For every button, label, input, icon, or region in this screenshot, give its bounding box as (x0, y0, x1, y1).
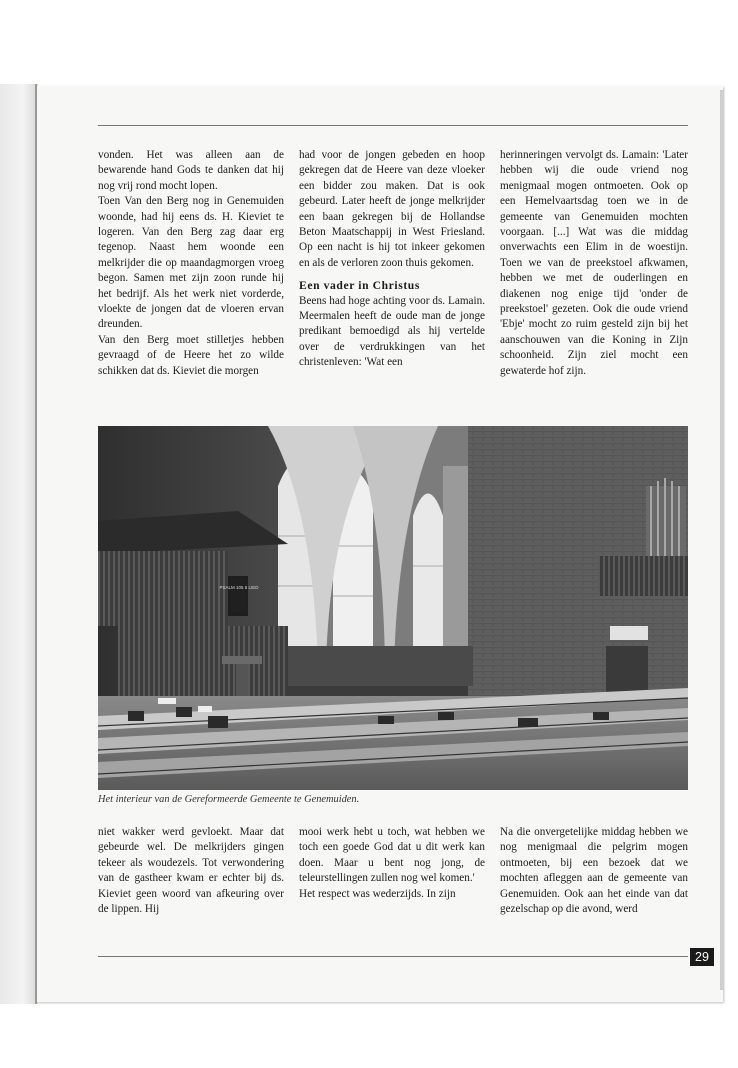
paragraph: Toen Van den Berg nog in Genemuiden woonde, had hij eens ds. H. Kieviet te logeren. Van den Berg zag daar erg tegenop. Naast hem woonde een melkrijder die op maandagmorgen vroeg begon. Samen met zijn zoon runde hij het bedrijf. Als het werk niet vorderde, vloekte de jongen dat de vloeren ervan dreunden. (98, 195, 284, 331)
text-column-bottom-2 (299, 825, 485, 925)
scan-margin (0, 84, 38, 1004)
paragraph: Beens had hoge achting voor ds. Lamain. Meermalen heeft de oude man de jonge predikant bemoedigd als hij vertelde over de verdrukkingen van het christenleven: 'Wat een (299, 294, 485, 369)
paragraph: niet wakker werd gevloekt. Maar dat gebeurde wel. De melkrijders gingen tekeer als woudezels. Tot verwondering van de gastheer kwam er echter bij ds. Kieviet geen woord van afkeuring over de lippen. Hij (98, 826, 284, 916)
top-rule (98, 125, 688, 126)
page-edge (720, 90, 724, 990)
church-interior-photo (98, 426, 688, 790)
paragraph: herinneringen vervolgt ds. Lamain: 'Later hebben wij die oude vriend nog menigmaal mogen ontmoeten. Ook op een Hemelvaartsdag toen we in de gemeente van Genemuiden mochten voorgaan. [...] Wat was die middag onverwachts een Elim in de woestijn. Toen we van de preekstoel afkwamen, hebben we met de ouderlingen en diakenen nog enige tijd 'onder de preekstoel' gezeten. Ook die oude vriend 'Ebje' mocht zo ruim gesteld zijn bij het aanschouwen van die Koning in Zijn schoonheid. Zijn ziel mocht een gewaterde hof zijn. (500, 149, 688, 377)
hymn-board-text: PSALM 105 8 LIED (219, 585, 259, 590)
paragraph: mooi werk hebt u toch, wat hebben we toch een goede God dat u dit werk kan doen. Maar u bent nog jong, de teleurstellingen zullen nog wel komen.' (299, 826, 485, 885)
page-number: 29 (690, 948, 714, 966)
bottom-rule (98, 956, 688, 957)
paragraph: Van den Berg moet stilletjes hebben gevraagd of de Heere het zo wilde schikken dat ds. Kieviet die morgen (98, 333, 284, 377)
section-heading: Een vader in Christus (299, 279, 420, 293)
paragraph: Het respect was wederzijds. In zijn (299, 887, 456, 900)
photo-caption: Het interieur van de Gereformeerde Gemeente te Genemuiden. (98, 794, 360, 805)
text-column-bottom-1 (98, 825, 284, 925)
paragraph: Na die onvergetelijke middag hebben we nog menigmaal die pelgrim mogen ontmoeten, bij een bezoek dat we mochten afleggen aan de gemeente van Genemuiden. Ook aan het einde van dat gezelschap op die avond, werd (500, 826, 688, 916)
paragraph: had voor de jongen gebeden en hoop gekregen dat de Heere van deze vloeker een bidder zou maken. Dat is ook gebeurd. Later heeft de jonge melkrijder een baan gekregen bij de Hollandse Beton Maatschappij in West Friesland. Op een nacht is hij tot inkeer gekomen en als de verloren zoon thuis gekomen. (299, 149, 485, 269)
paragraph: vonden. Het was alleen aan de bewarende hand Gods te danken dat hij nog vrij rond mocht lopen. (98, 149, 284, 192)
text-column-bottom-3 (500, 825, 688, 925)
text-column-top-3 (500, 148, 688, 388)
text-column-top-1 (98, 148, 284, 388)
text-column-top-2 (299, 148, 485, 388)
